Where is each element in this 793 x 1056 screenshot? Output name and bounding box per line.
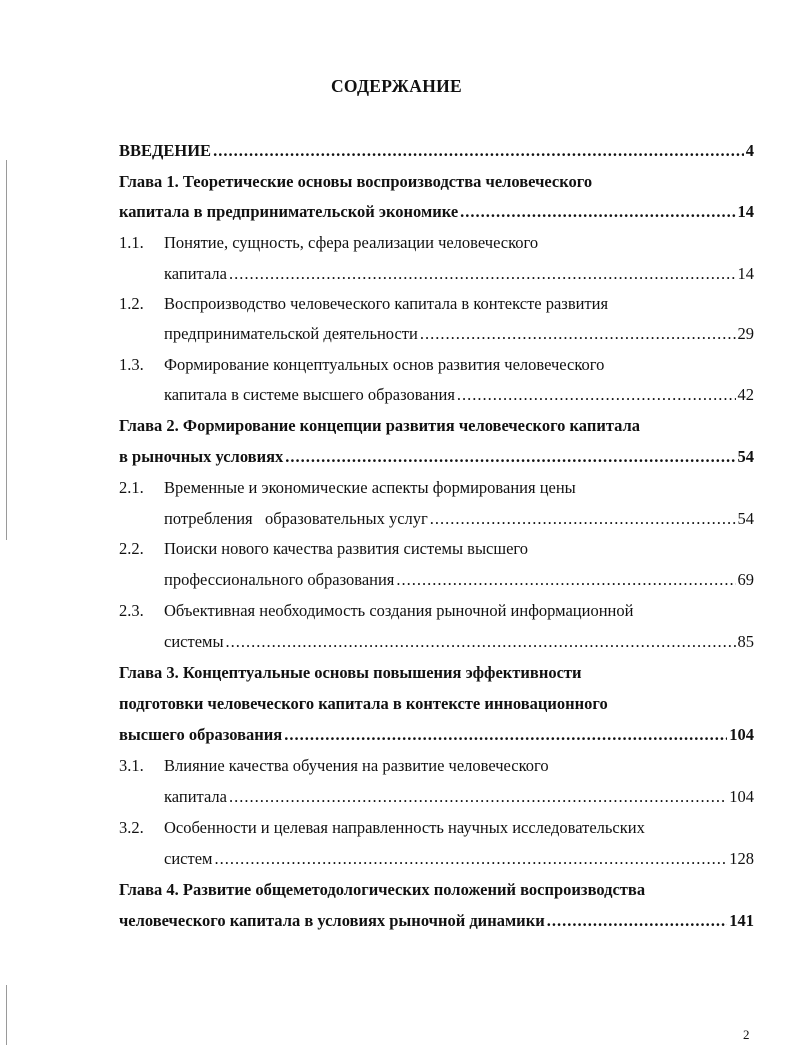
toc-page-number: 42 [737,385,754,404]
toc-entry-label: ВВЕДЕНИЕ [119,141,212,160]
toc-entry-chapter-1[interactable] [119,200,754,224]
scan-edge-line [6,160,7,540]
section-1-1-title-line[interactable]: Понятие, сущность, сфера реализации человеческого [164,233,539,252]
dot-leader [284,723,727,747]
chapter-4-title-line[interactable]: Глава 4. Развитие общеметодологических положений воспроизводства [119,880,646,899]
toc-page-number: 104 [729,787,754,806]
toc-entry-label: потребления образовательных услуг [164,509,428,528]
toc-page-number: 14 [737,264,754,283]
page-number: 2 [743,1027,750,1042]
section-number: 1.3. [119,355,144,374]
toc-entry-label: профессионального образования [164,570,395,589]
toc-page-number: 128 [729,849,754,868]
section-number: 3.1. [119,756,144,775]
dot-leader [226,630,736,654]
toc-entry-section-1-1[interactable] [164,262,754,286]
toc-page-number: 141 [729,911,754,930]
dot-leader [214,847,727,871]
dot-leader [229,262,736,286]
toc-entry-label: в рыночных условиях [119,447,284,466]
dot-leader [285,445,735,469]
toc-entry-label: капитала [164,787,227,806]
section-1-3-title-line[interactable]: Формирование концептуальных основ развития человеческого [164,355,605,374]
toc-entry-label: капитала в системе высшего образования [164,385,455,404]
section-number: 1.1. [119,233,144,252]
dot-leader [460,200,735,224]
dot-leader [396,568,735,592]
toc-entry-label: капитала в предпринимательской экономике [119,202,459,221]
dot-leader [229,785,727,809]
toc-entry-chapter-2[interactable] [119,445,754,469]
toc-entry-section-2-2[interactable] [164,568,754,592]
toc-page-number: 54 [737,509,754,528]
section-number: 2.3. [119,601,144,620]
section-number: 3.2. [119,818,144,837]
section-2-1-title-line[interactable]: Временные и экономические аспекты формирования цены [164,478,576,497]
section-2-3-title-line[interactable]: Объективная необходимость создания рыночной информационной [164,601,634,620]
toc-page-number: 4 [745,141,754,160]
section-number: 2.2. [119,539,144,558]
toc-entry-label: человеческого капитала в условиях рыночной динамики [119,911,545,930]
toc-entry-intro[interactable] [119,139,754,163]
toc-entry-label: капитала [164,264,227,283]
toc-entry-section-3-1[interactable] [164,785,754,809]
chapter-3-title-line-2[interactable]: подготовки человеческого капитала в контексте инновационного [119,694,608,713]
toc-entry-section-2-3[interactable] [164,630,754,654]
section-number: 2.1. [119,478,144,497]
chapter-1-title-line[interactable]: Глава 1. Теоретические основы воспроизводства человеческого [119,172,593,191]
toc-page-number: 69 [737,570,754,589]
toc-page-number: 29 [737,324,754,343]
toc-entry-label: систем [164,849,213,868]
toc-entry-label: предпринимательской деятельности [164,324,418,343]
dot-leader [430,507,736,531]
section-number: 1.2. [119,294,144,313]
toc-entry-section-1-2[interactable] [164,322,754,346]
toc-entry-section-1-3[interactable] [164,383,754,407]
toc-page-number: 14 [737,202,754,221]
dot-leader [213,139,744,163]
toc-entry-chapter-4[interactable] [119,909,754,933]
toc-entry-section-3-2[interactable] [164,847,754,871]
chapter-3-title-line-1[interactable]: Глава 3. Концептуальные основы повышения эффективности [119,663,582,682]
toc-entry-section-2-1[interactable] [164,507,754,531]
toc-page-number: 104 [729,725,754,744]
scan-edge-line-lower [6,985,7,1045]
section-3-1-title-line[interactable]: Влияние качества обучения на развитие человеческого [164,756,549,775]
toc-page-number: 85 [737,632,754,651]
section-2-2-title-line[interactable]: Поиски нового качества развития системы высшего [164,539,529,558]
dot-leader [547,909,728,933]
section-3-2-title-line[interactable]: Особенности и целевая направленность научных исследовательских [164,818,645,837]
dot-leader [420,322,736,346]
toc-entry-label: высшего образования [119,725,283,744]
toc-page-number: 54 [737,447,754,466]
section-1-2-title-line[interactable]: Воспроизводство человеческого капитала в контексте развития [164,294,609,313]
toc-entry-chapter-3[interactable] [119,723,754,747]
dot-leader [457,383,736,407]
page-title: СОДЕРЖАНИЕ [330,76,462,96]
chapter-2-title-line[interactable]: Глава 2. Формирование концепции развития человеческого капитала [119,416,641,435]
toc-entry-label: системы [164,632,224,651]
